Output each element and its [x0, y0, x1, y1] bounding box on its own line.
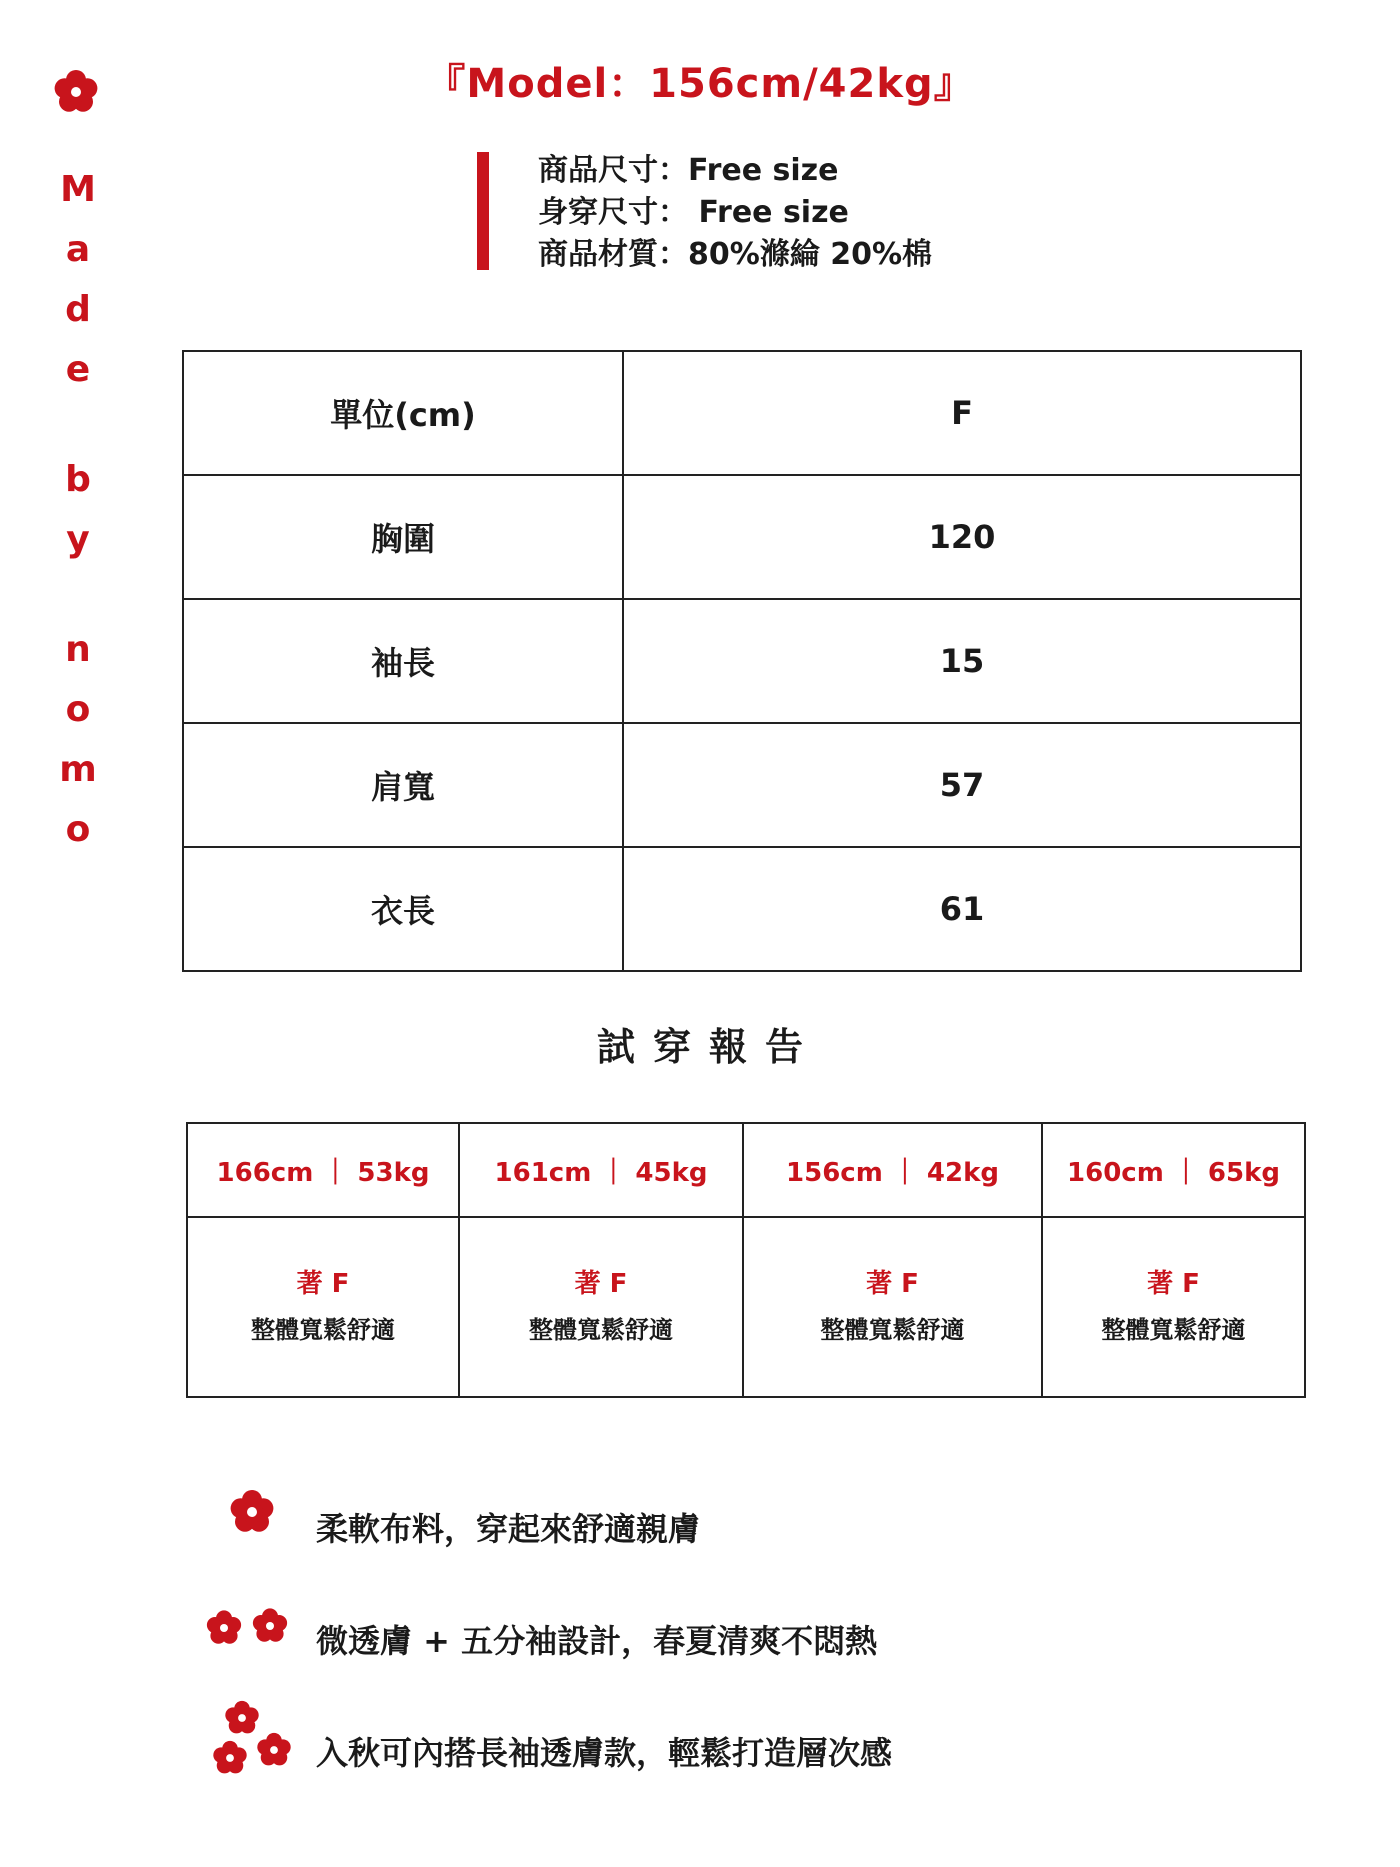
report-model-stats: 160cm ｜ 65kg	[1042, 1123, 1305, 1217]
spec-accent-bar	[477, 152, 489, 270]
size-table	[182, 350, 1302, 972]
brand-letter: y	[66, 519, 90, 560]
size-measure-label: 袖長	[183, 599, 623, 723]
brand-letter: d	[65, 289, 91, 330]
feature-line: 入秋可內搭長袖透膚款，輕鬆打造層次感	[316, 1734, 893, 1772]
report-model-row	[187, 1123, 1305, 1217]
brand-letter: o	[65, 809, 91, 850]
report-fit-comment: 整體寬鬆舒適	[1101, 1316, 1246, 1344]
report-fit-comment: 整體寬鬆舒適	[529, 1316, 673, 1344]
brand-letter: n	[65, 629, 91, 670]
report-result-cell	[743, 1217, 1042, 1397]
model-title: 『Model：156cm/42kg』	[425, 61, 975, 107]
brand-letter: b	[65, 459, 91, 500]
size-measure-value: 61	[623, 847, 1301, 971]
spec-line: 商品材質：80%滌綸 20%棉	[538, 237, 933, 272]
size-table-row	[183, 475, 1301, 599]
report-fit-comment: 整體寬鬆舒適	[820, 1316, 965, 1344]
report-wear-size: 著 F	[296, 1269, 350, 1299]
one-flower-icon	[226, 1486, 278, 1538]
fitting-report-title: 試穿報告	[596, 1025, 821, 1069]
report-fit-comment: 整體寬鬆舒適	[251, 1316, 395, 1344]
size-measure-value: 15	[623, 599, 1301, 723]
feature-line: 柔軟布料，穿起來舒適親膚	[316, 1510, 701, 1548]
two-flowers-icon	[202, 1606, 294, 1650]
report-model-stats: 166cm ｜ 53kg	[187, 1123, 459, 1217]
brand-letter: e	[65, 349, 91, 390]
brand-letter: a	[65, 229, 91, 270]
report-result-cell	[459, 1217, 743, 1397]
size-table-row	[183, 847, 1301, 971]
spec-lines	[538, 150, 932, 276]
size-measure-value: 120	[623, 475, 1301, 599]
report-wear-size: 著 F	[1147, 1269, 1200, 1299]
report-wear-size: 著 F	[866, 1269, 919, 1299]
size-measure-value: 57	[623, 723, 1301, 847]
report-result-cell	[187, 1217, 459, 1397]
fitting-report-table	[186, 1122, 1306, 1398]
report-wear-size: 著 F	[574, 1269, 628, 1299]
spec-line: 身穿尺寸： Free size	[538, 195, 849, 230]
size-measure-label: 肩寬	[183, 723, 623, 847]
report-result-cell	[1042, 1217, 1305, 1397]
size-table-header-unit: 單位(cm)	[183, 351, 623, 475]
size-table-row	[183, 723, 1301, 847]
size-measure-label: 胸圍	[183, 475, 623, 599]
feature-line: 微透膚 + 五分袖設計，春夏清爽不悶熱	[316, 1622, 878, 1660]
three-flowers-icon	[208, 1698, 298, 1782]
report-model-stats: 161cm ｜ 45kg	[459, 1123, 743, 1217]
brand-letter: M	[60, 169, 96, 210]
report-model-stats: 156cm ｜ 42kg	[743, 1123, 1042, 1217]
size-table-row	[183, 599, 1301, 723]
spec-line: 商品尺寸：Free size	[538, 153, 839, 188]
brand-letter: o	[65, 689, 91, 730]
size-table-header-row	[183, 351, 1301, 475]
size-table-header-size: F	[623, 351, 1301, 475]
brand-letter: m	[59, 749, 97, 790]
report-result-row	[187, 1217, 1305, 1397]
size-measure-label: 衣長	[183, 847, 623, 971]
